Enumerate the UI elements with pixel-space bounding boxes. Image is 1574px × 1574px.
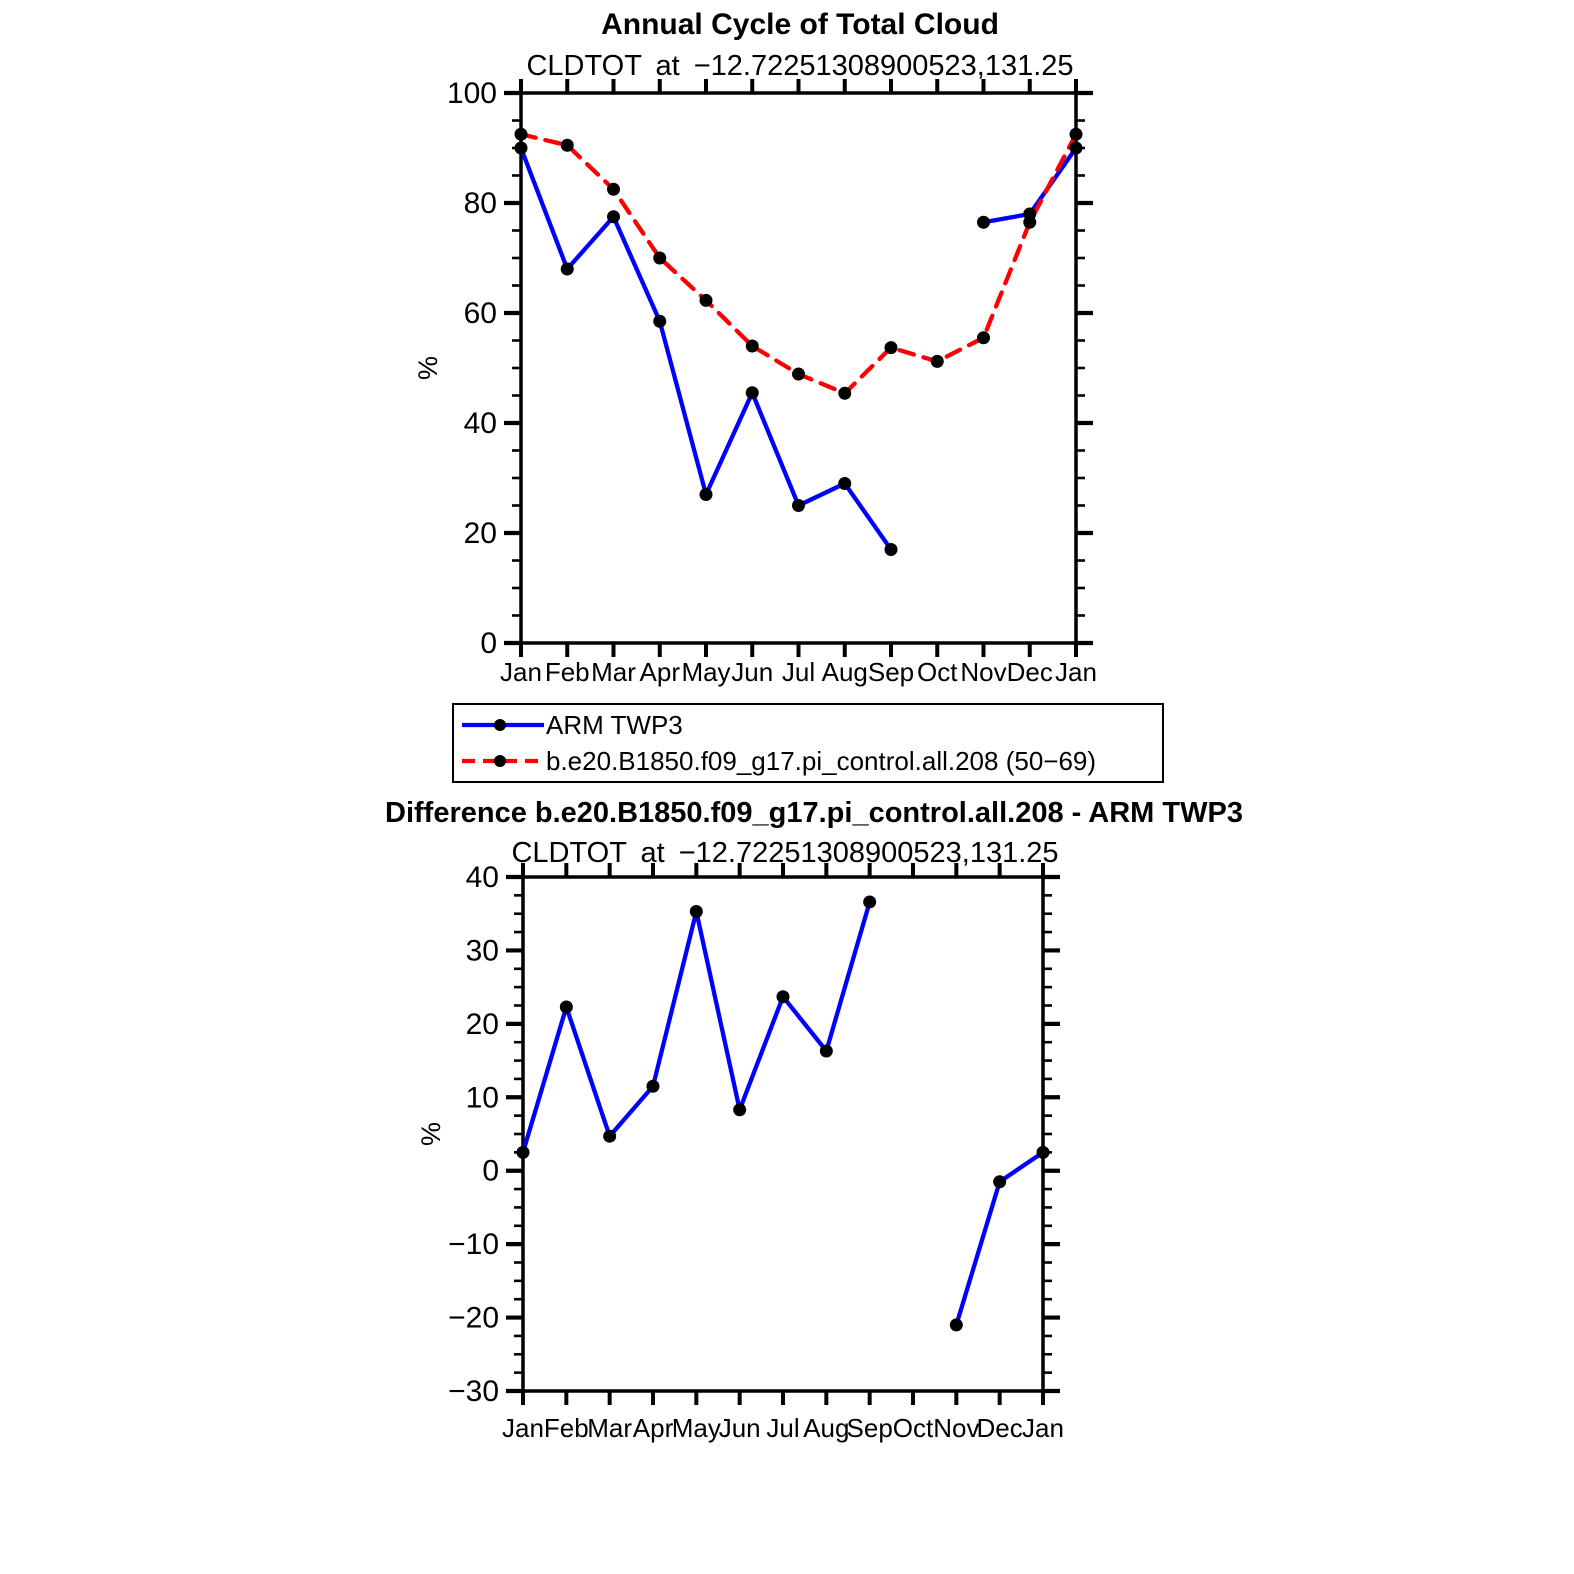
x-tick-label: Feb <box>543 1413 589 1443</box>
data-point-marker <box>792 368 805 381</box>
data-point-marker <box>1023 216 1036 229</box>
data-point-marker <box>792 499 805 512</box>
data-point-marker <box>993 1175 1006 1188</box>
chart-panel-0 <box>413 77 1097 687</box>
data-point-marker <box>653 315 666 328</box>
data-point-marker <box>950 1318 963 1331</box>
data-point-marker <box>560 1000 573 1013</box>
data-point-marker <box>1037 1146 1050 1159</box>
data-point-marker <box>561 139 574 152</box>
x-tick-label: Jul <box>766 1413 800 1443</box>
data-point-marker <box>607 210 620 223</box>
data-point-marker <box>653 252 666 265</box>
data-point-marker <box>838 387 851 400</box>
top-chart-title: Annual Cycle of Total Cloud <box>601 8 999 41</box>
x-tick-label: Oct <box>892 1413 934 1443</box>
x-tick-label: Sep <box>846 1413 893 1443</box>
x-tick-label: Jun <box>718 1413 761 1443</box>
data-point-marker <box>746 386 759 399</box>
y-tick-label: 10 <box>465 1081 499 1115</box>
y-tick-label: 0 <box>480 627 497 660</box>
x-tick-label: Jan <box>500 657 542 687</box>
x-tick-label: Apr <box>632 1413 674 1443</box>
x-tick-label: Jul <box>781 657 816 687</box>
data-point-marker <box>603 1130 616 1143</box>
data-point-marker <box>517 1146 530 1159</box>
x-tick-label: Oct <box>917 657 958 687</box>
data-point-marker <box>1070 128 1083 141</box>
data-point-marker <box>863 895 876 908</box>
data-point-marker <box>607 183 620 196</box>
legend-label-arm-twp3: ARM TWP3 <box>546 710 683 741</box>
x-tick-label: Sep <box>867 657 915 687</box>
x-tick-label: Feb <box>544 657 590 687</box>
data-point-marker <box>690 905 703 918</box>
data-point-marker <box>885 341 898 354</box>
y-tick-label: 40 <box>465 861 499 894</box>
legend-item-arm-twp3 <box>460 708 1156 742</box>
y-tick-label: 40 <box>463 407 497 440</box>
data-point-marker <box>838 477 851 490</box>
x-tick-label: Dec <box>1006 657 1053 687</box>
data-point-marker <box>515 128 528 141</box>
data-point-marker <box>820 1045 833 1058</box>
data-point-marker <box>700 488 713 501</box>
data-point-marker <box>931 355 944 368</box>
x-tick-label: Nov <box>960 657 1007 687</box>
y-axis-label: % <box>416 1121 446 1147</box>
data-point-marker <box>777 990 790 1003</box>
x-tick-label: Apr <box>639 657 680 687</box>
data-point-marker <box>1070 142 1083 155</box>
legend-swatch-red-dashed-line <box>460 750 546 772</box>
x-tick-label: Jan <box>1055 657 1097 687</box>
top-chart-subtitle: CLDTOT at −12.72251308900523,131.25 <box>526 50 1074 82</box>
x-tick-label: Mar <box>591 657 636 687</box>
y-tick-label: 80 <box>463 187 497 220</box>
y-tick-label: −20 <box>448 1301 499 1335</box>
legend-marker-sample <box>494 719 506 731</box>
data-point-marker <box>977 216 990 229</box>
x-tick-label: Aug <box>803 1413 850 1443</box>
data-point-marker <box>977 331 990 344</box>
data-point-marker <box>885 543 898 556</box>
chart-panel-1 <box>416 861 1064 1443</box>
y-tick-label: 30 <box>465 934 499 968</box>
x-tick-label: Jun <box>731 657 774 687</box>
data-point-marker <box>733 1103 746 1116</box>
x-tick-label: Aug <box>821 657 868 687</box>
y-tick-label: 100 <box>446 77 497 110</box>
data-point-marker <box>561 263 574 276</box>
series-line-0 <box>523 902 870 1152</box>
y-tick-label: −10 <box>448 1228 499 1262</box>
legend-marker-sample <box>494 755 506 767</box>
legend-swatch-blue-solid-line <box>460 714 546 736</box>
x-tick-label: Nov <box>933 1413 980 1443</box>
data-point-marker <box>647 1080 660 1093</box>
y-tick-label: 20 <box>465 1007 499 1041</box>
y-axis-label: % <box>413 355 443 381</box>
legend-box <box>452 703 1164 783</box>
data-point-marker <box>746 340 759 353</box>
y-tick-label: 60 <box>463 297 497 330</box>
legend-item-model-control <box>460 744 1156 778</box>
data-point-marker <box>515 142 528 155</box>
x-tick-label: May <box>671 1413 721 1443</box>
y-tick-label: 0 <box>482 1154 499 1188</box>
y-tick-label: 20 <box>463 517 497 550</box>
plot-frame <box>523 877 1043 1391</box>
x-tick-label: Dec <box>976 1413 1023 1443</box>
x-tick-label: May <box>681 657 731 687</box>
difference-chart-title: Difference b.e20.B1850.f09_g17.pi_control.all.208 - ARM TWP3 <box>385 797 1243 829</box>
x-tick-label: Jan <box>1022 1413 1064 1443</box>
legend-label-model-control: b.e20.B1850.f09_g17.pi_control.all.208 (50−69) <box>546 745 1097 776</box>
series-line-1 <box>521 134 1076 393</box>
x-tick-label: Jan <box>502 1413 544 1443</box>
difference-chart-subtitle: CLDTOT at −12.72251308900523,131.25 <box>511 837 1059 869</box>
x-tick-label: Mar <box>587 1413 633 1443</box>
data-point-marker <box>700 294 713 307</box>
y-tick-label: −30 <box>448 1375 499 1408</box>
